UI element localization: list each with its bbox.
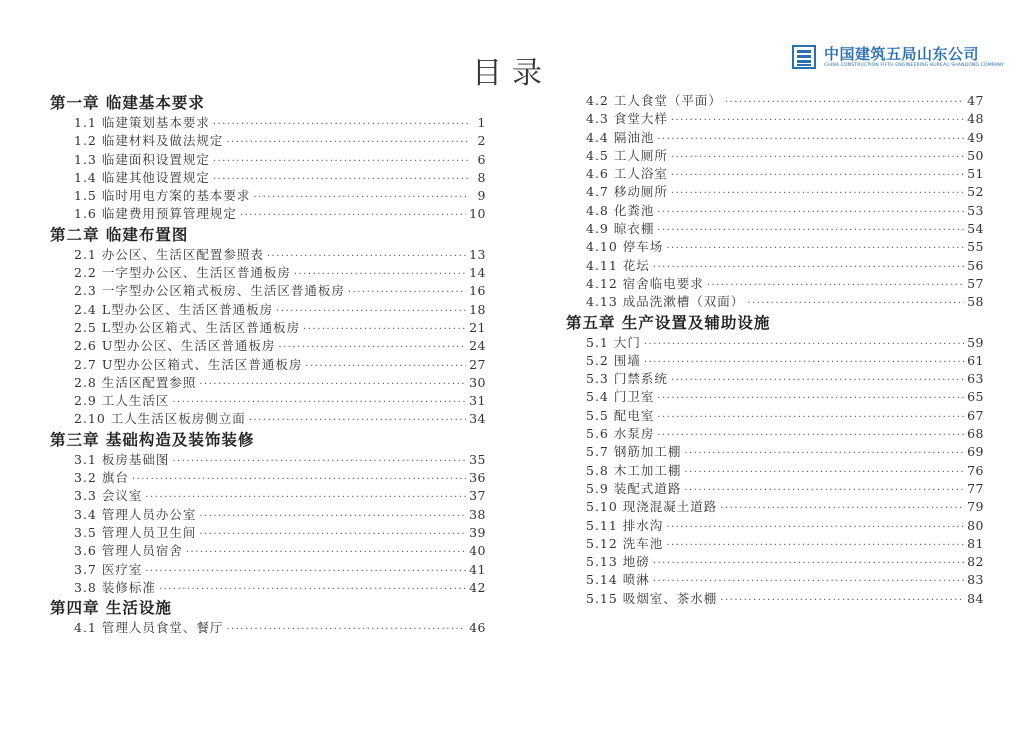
toc-entry[interactable] [566,590,984,608]
dot-leader [213,153,469,171]
toc-entry[interactable] [50,524,486,542]
toc-entry[interactable] [566,110,984,128]
dot-leader [666,240,964,258]
toc-entry-label: 5.13 地磅 [586,554,650,570]
toc-entry-page-number: 9 [477,188,486,204]
toc-entry[interactable] [566,517,984,535]
dot-leader [240,207,466,225]
toc-entry-page-number: 6 [477,151,486,167]
toc-entry-page-number: 27 [469,356,486,372]
toc-entry-page-number: 84 [967,590,984,606]
toc-entry[interactable] [50,282,486,300]
dot-leader [684,445,964,463]
toc-entry-label: 4.3 食堂大样 [586,111,668,127]
toc-entry-label: 2.7 U型办公区箱式、生活区普通板房 [74,356,303,372]
toc-entry-label: 5.3 门禁系统 [586,371,668,387]
toc-entry[interactable] [50,619,486,637]
toc-entry-label: 5.6 水泵房 [586,426,655,442]
dot-leader [747,295,964,313]
toc-entry[interactable] [566,275,984,293]
toc-entry-page-number: 80 [967,517,984,533]
dot-leader [644,336,964,354]
toc-entry-page-number: 81 [967,535,984,551]
dot-leader [199,376,466,394]
toc-entry[interactable] [566,535,984,553]
toc-entry-page-number: 51 [967,166,984,182]
toc-entry[interactable] [566,238,984,256]
toc-entry-label: 1.6 临建费用预算管理规定 [74,206,237,222]
toc-entry-page-number: 49 [967,129,984,145]
dot-leader [213,116,469,134]
toc-entry-page-number: 35 [469,451,486,467]
toc-entry-label: 1.3 临建面积设置规定 [74,151,210,167]
toc-entry[interactable] [566,293,984,311]
toc-entry-label: 2.8 生活区配置参照 [74,374,197,390]
toc-entry[interactable] [566,183,984,201]
toc-entry-page-number: 65 [967,389,984,405]
toc-entry[interactable] [50,561,486,579]
toc-entry-label: 1.2 临建材料及做法规定 [74,133,224,149]
toc-entry-page-number: 24 [469,338,486,354]
dot-leader [657,390,964,408]
toc-entry-label: 5.15 吸烟室、茶水棚 [586,590,718,606]
toc-entry-page-number: 55 [967,239,984,255]
toc-column-right [566,92,984,608]
toc-entry-label: 3.3 会议室 [74,488,143,504]
toc-entry-page-number: 42 [469,579,486,595]
toc-entry-label: 3.1 板房基础图 [74,451,170,467]
toc-entry[interactable] [50,114,486,132]
toc-entry[interactable] [50,392,486,410]
toc-entry-page-number: 79 [967,499,984,515]
dot-leader [653,555,964,573]
toc-entry[interactable] [566,257,984,275]
toc-entry-label: 3.5 管理人员卫生间 [74,524,197,540]
dot-leader [720,500,964,518]
dot-leader [278,339,466,357]
dot-leader [145,563,466,581]
toc-entry-label: 4.12 宿舍临电要求 [586,275,704,291]
toc-entry-page-number: 46 [469,620,486,636]
dot-leader [671,112,964,130]
toc-entry[interactable] [566,462,984,480]
toc-entry-page-number: 1 [477,115,486,130]
dot-leader [725,94,964,112]
toc-entry[interactable] [566,334,984,352]
toc-entry-page-number: 41 [469,561,486,577]
toc-entry[interactable] [566,370,984,388]
toc-entry-label: 2.2 一字型办公区、生活区普通板房 [74,265,291,281]
toc-entry-page-number: 14 [469,265,486,281]
toc-entry-page-number: 56 [967,257,984,273]
toc-entry-page-number: 2 [477,133,486,149]
toc-entry-page-number: 13 [469,246,486,262]
toc-entry-label: 5.11 排水沟 [586,517,664,533]
toc-entry[interactable] [50,132,486,150]
dot-leader [671,372,964,390]
toc-entry-label: 2.4 L型办公区、生活区普通板房 [74,301,274,317]
toc-entry-label: 3.7 医疗室 [74,561,143,577]
toc-entry-label: 2.1 办公区、生活区配置参照表 [74,246,264,262]
toc-entry[interactable] [566,407,984,425]
dot-leader [684,464,964,482]
company-name-cn: 中国建筑五局山东公司 [824,45,980,63]
toc-entry-label: 4.13 成品洗漱槽（双面） [586,294,745,310]
toc-entry[interactable] [50,187,486,205]
toc-entry-label: 4.2 工人食堂（平面） [586,93,722,108]
toc-entry[interactable] [566,129,984,147]
toc-entry[interactable] [566,553,984,571]
chapter-heading: 第三章 基础构造及装饰装修 [50,429,255,449]
toc-entry-label: 3.8 装修标准 [74,579,156,595]
toc-entry-label: 4.8 化粪池 [586,202,655,218]
company-logo-icon [792,45,816,69]
toc-entry[interactable] [566,480,984,498]
dot-leader [671,185,964,203]
toc-column-left [50,92,486,637]
toc-entry-label: 3.2 旗台 [74,470,129,486]
dot-leader [253,189,469,207]
toc-entry-label: 5.12 洗车池 [586,535,664,551]
dot-leader [657,427,964,445]
toc-entry-page-number: 10 [469,206,486,222]
page-title: 目录 [472,56,552,91]
dot-leader [657,131,964,149]
toc-entry-page-number: 31 [469,393,486,409]
dot-leader [348,284,466,302]
toc-entry-page-number: 58 [967,294,984,310]
toc-entry-label: 4.10 停车场 [586,239,664,255]
chapter-heading: 第四章 生活设施 [50,598,172,618]
toc-entry-page-number: 37 [469,488,486,504]
toc-entry-page-number: 48 [967,111,984,127]
dot-leader [644,354,964,372]
toc-entry[interactable] [50,169,486,187]
toc-entry-page-number: 77 [967,480,984,496]
dot-leader [267,248,466,266]
toc-entry-label: 4.5 工人厕所 [586,147,668,163]
toc-entry[interactable] [50,506,486,524]
toc-entry[interactable] [50,246,486,264]
chapter-heading: 第二章 临建布置图 [50,224,189,244]
toc-entry-label: 4.6 工人浴室 [586,166,668,182]
toc-entry-label: 3.4 管理人员办公室 [74,506,197,522]
toc-entry-page-number: 21 [469,319,486,335]
company-name-en: CHINA CONSTRUCTION FIFTH ENGINEERING BUREAU SHANDONG COMPANY [824,63,1005,68]
toc-entry-label: 5.4 门卫室 [586,389,655,405]
dot-leader [226,621,466,639]
toc-entry-page-number: 59 [967,334,984,350]
toc-entry[interactable] [50,205,486,223]
dot-leader [671,149,964,167]
toc-entry-page-number: 61 [967,352,984,368]
toc-entry-page-number: 52 [967,184,984,200]
dot-leader [305,358,466,376]
toc-entry-label: 4.9 晾衣棚 [586,221,655,237]
toc-entry-label: 4.11 花坛 [586,257,650,273]
toc-entry-page-number: 63 [967,371,984,387]
dot-leader [172,453,466,471]
toc-entry-label: 3.6 管理人员宿舍 [74,543,183,559]
toc-entry-page-number: 47 [967,93,984,108]
toc-entry[interactable] [50,264,486,282]
dot-leader [199,526,466,544]
toc-entry[interactable] [566,443,984,461]
toc-entry[interactable] [50,542,486,560]
toc-entry[interactable] [50,410,486,428]
dot-leader [720,592,964,610]
dot-leader [657,222,964,240]
toc-entry-label: 2.6 U型办公区、生活区普通板房 [74,338,276,354]
toc-entry-page-number: 68 [967,426,984,442]
toc-entry-page-number: 50 [967,147,984,163]
toc-entry-page-number: 38 [469,506,486,522]
dot-leader [666,537,964,555]
toc-entry-page-number: 76 [967,462,984,478]
dot-leader [226,134,469,152]
toc-entry[interactable] [566,220,984,238]
toc-entry-label: 5.10 现浇混凝土道路 [586,499,718,515]
toc-entry[interactable] [50,356,486,374]
toc-entry-page-number: 36 [469,470,486,486]
toc-entry-page-number: 8 [477,169,486,185]
chapter-heading: 第五章 生产设置及辅助设施 [566,312,771,332]
dot-leader [666,519,964,537]
toc-entry-label: 5.5 配电室 [586,407,655,423]
toc-entry-label: 1.1 临建策划基本要求 [74,115,210,130]
toc-entry-label: 2.5 L型办公区箱式、生活区普通板房 [74,319,301,335]
toc-entry-label: 5.2 围墙 [586,352,641,368]
dot-leader [159,581,466,599]
toc-entry-page-number: 54 [967,221,984,237]
toc-entry-label: 2.3 一字型办公区箱式板房、生活区普通板房 [74,283,345,299]
toc-entry-label: 5.9 装配式道路 [586,480,682,496]
toc-entry-page-number: 30 [469,374,486,390]
dot-leader [707,277,964,295]
toc-entry-page-number: 83 [967,572,984,588]
toc-entry[interactable] [566,202,984,220]
toc-entry[interactable] [566,498,984,516]
dot-leader [657,409,964,427]
dot-leader [657,204,964,222]
toc-entry-page-number: 67 [967,407,984,423]
toc-entry-label: 1.5 临时用电方案的基本要求 [74,188,251,204]
toc-entry-label: 5.1 大门 [586,334,641,350]
toc-entry-label: 1.4 临建其他设置规定 [74,169,210,185]
toc-entry-page-number: 34 [469,411,486,427]
toc-entry[interactable] [566,388,984,406]
toc-entry[interactable] [50,451,486,469]
toc-entry-label: 2.10 工人生活区板房侧立面 [74,411,246,427]
toc-entry-label: 4.1 管理人员食堂、餐厅 [74,620,224,636]
toc-entry-label: 4.7 移动厕所 [586,184,668,200]
toc-entry[interactable] [50,337,486,355]
dot-leader [684,482,964,500]
toc-entry[interactable] [50,487,486,505]
toc-entry[interactable] [50,301,486,319]
toc-entry-label: 5.7 钢筋加工棚 [586,444,682,460]
toc-entry[interactable] [50,579,486,597]
toc-entry-page-number: 39 [469,524,486,540]
toc-entry[interactable] [566,352,984,370]
toc-entry-page-number: 18 [469,301,486,317]
dot-leader [671,167,964,185]
toc-entry[interactable] [50,319,486,337]
dot-leader [249,412,466,430]
toc-entry-page-number: 53 [967,202,984,218]
toc-entry[interactable] [566,165,984,183]
dot-leader [132,471,466,489]
dot-leader [199,508,466,526]
dot-leader [186,544,466,562]
dot-leader [276,303,466,321]
toc-entry[interactable] [566,147,984,165]
dot-leader [213,171,469,189]
toc-entry-label: 5.8 木工加工棚 [586,462,682,478]
toc-entry[interactable] [566,92,984,110]
company-logo [792,42,1005,74]
toc-entry[interactable] [566,571,984,589]
toc-entry[interactable] [50,151,486,169]
toc-entry-page-number: 57 [967,275,984,291]
toc-entry-page-number: 82 [967,554,984,570]
toc-entry-page-number: 16 [469,283,486,299]
toc-entry-page-number: 69 [967,444,984,460]
chapter-heading: 第一章 临建基本要求 [50,93,205,112]
toc-entry-label: 5.14 喷淋 [586,572,650,588]
toc-entry[interactable] [566,425,984,443]
toc-entry[interactable] [50,374,486,392]
dot-leader [303,321,466,339]
toc-entry-label: 4.4 隔油池 [586,129,655,145]
toc-entry-label: 2.9 工人生活区 [74,393,170,409]
toc-entry[interactable] [50,469,486,487]
toc-entry-page-number: 40 [469,543,486,559]
